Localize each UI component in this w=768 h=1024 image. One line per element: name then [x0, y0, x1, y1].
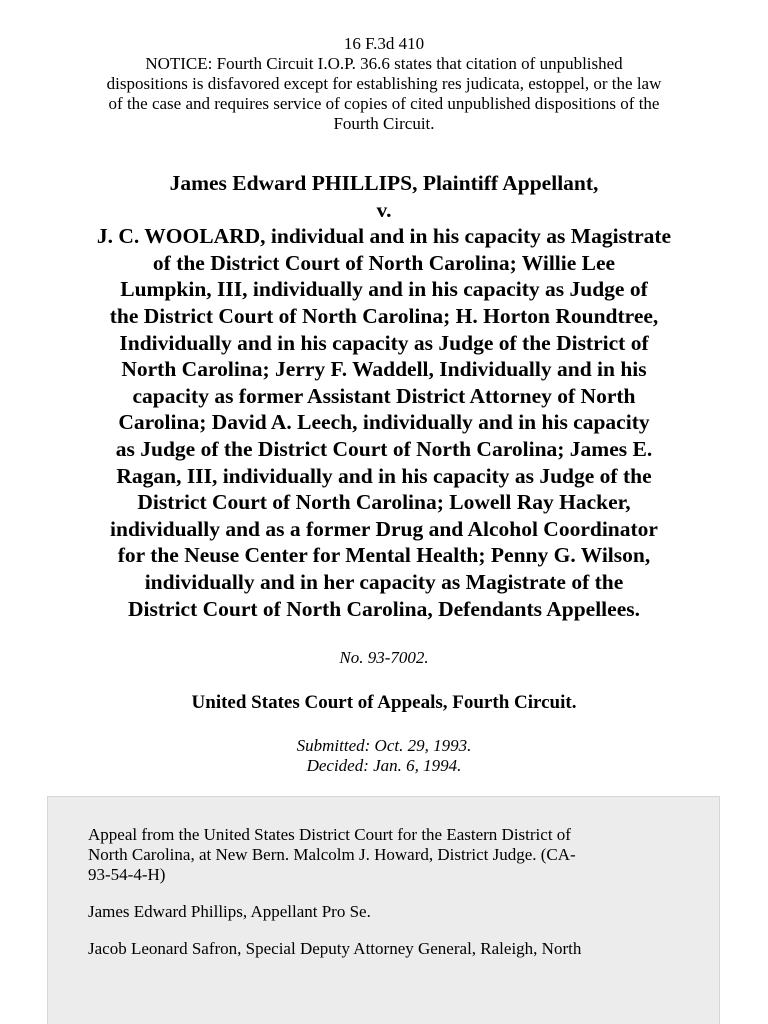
notice-line: NOTICE: Fourth Circuit I.O.P. 36.6 states that citation of unpublished [145, 54, 623, 73]
caption-line: District Court of North Carolina; Lowell Ray Hacker, [137, 490, 631, 515]
caption-line: Ragan, III, individually and in his capacity as Judge of the [116, 463, 652, 488]
document-header [40, 34, 728, 134]
submitted-date: Submitted: Oct. 29, 1993. [296, 736, 472, 755]
counsel-paragraph: Jacob Leonard Safron, Special Deputy Attorney General, Raleigh, North [88, 939, 582, 958]
caption-line: Lumpkin, III, individually and in his capacity as Judge of [120, 277, 648, 302]
caption-line: individually and as a former Drug and Alcohol Coordinator [110, 516, 658, 541]
citation: 16 F.3d 410 [343, 34, 425, 53]
counsel-box [47, 796, 720, 1024]
case-caption [30, 170, 738, 622]
case-dates [0, 736, 768, 776]
caption-line: Carolina; David A. Leech, individually and in his capacity [118, 410, 650, 435]
appeal-line: Appeal from the United States District Court for the Eastern District of [88, 825, 571, 844]
caption-line: capacity as former Assistant District Attorney of North [132, 383, 636, 408]
notice-line: of the case and requires service of copies of cited unpublished dispositions of the [108, 94, 660, 113]
caption-line: for the Neuse Center for Mental Health; Penny G. Wilson, [117, 543, 651, 568]
court-name: United States Court of Appeals, Fourth Circuit. [191, 692, 577, 713]
appeal-line: North Carolina, at New Bern. Malcolm J. Howard, District Judge. (CA- [88, 845, 576, 864]
notice-line: Fourth Circuit. [333, 114, 435, 133]
caption-line: as Judge of the District Court of North Carolina; James E. [115, 436, 653, 461]
caption-line: North Carolina; Jerry F. Waddell, Individually and in his [121, 357, 647, 382]
caption-line: Individually and in his capacity as Judge of the District of [119, 330, 649, 355]
caption-line: District Court of North Carolina, Defendants Appellees. [128, 596, 640, 621]
caption-line: v. [376, 197, 392, 222]
counsel-box-content [88, 825, 678, 976]
appeal-line: 93-54-4-H) [88, 865, 166, 884]
caption-line: James Edward PHILLIPS, Plaintiff Appellant, [169, 171, 599, 195]
caption-line: individually and in her capacity as Magistrate of the [144, 569, 624, 594]
notice-line: dispositions is disfavored except for establishing res judicata, estoppel, or the law [106, 74, 662, 93]
caption-line: of the District Court of North Carolina; Willie Lee [152, 250, 616, 275]
appellant-paragraph: James Edward Phillips, Appellant Pro Se. [88, 902, 371, 921]
decided-date: Decided: Jan. 6, 1994. [306, 756, 462, 775]
caption-line: the District Court of North Carolina; H. Horton Roundtree, [109, 303, 659, 328]
caption-line: J. C. WOOLARD, individual and in his capacity as Magistrate [96, 224, 672, 249]
docket-number: No. 93-7002. [339, 648, 429, 667]
appeal-paragraph [88, 825, 678, 885]
